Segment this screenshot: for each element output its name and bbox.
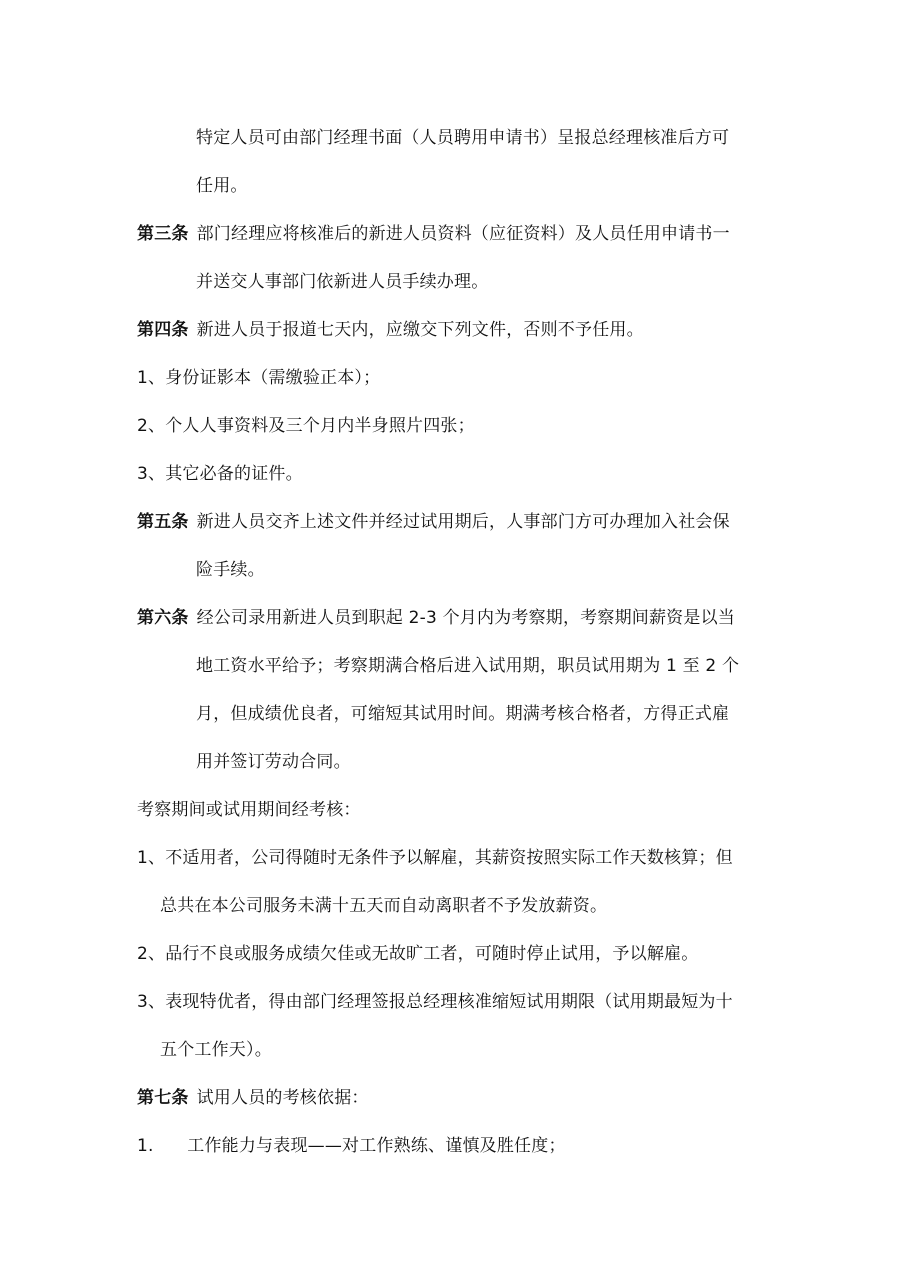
paragraph-line <box>137 798 361 822</box>
article-number: 第四条 <box>137 320 189 340</box>
line-text: 新进人员于报道七天内，应缴交下列文件，否则不予任用。 <box>196 320 644 340</box>
list-item <box>137 366 380 390</box>
paragraph-line <box>196 126 729 150</box>
article-4-line <box>137 318 644 342</box>
paragraph-line <box>196 270 488 294</box>
list-item <box>137 1134 566 1158</box>
paragraph-line <box>196 702 729 726</box>
article-6-line <box>137 606 735 630</box>
article-3-line <box>137 222 730 246</box>
line-text: 地工资水平给予；考察期满合格后进入试用期，职员试用期为 1 至 2 个 <box>196 656 740 676</box>
paragraph-line <box>196 174 248 198</box>
line-text: 1. 工作能力与表现——对工作熟练、谨慎及胜任度； <box>137 1136 566 1156</box>
line-text: 月，但成绩优良者，可缩短其试用时间。期满考核合格者，方得正式雇 <box>196 704 730 724</box>
article-number: 第六条 <box>137 608 189 628</box>
line-text: 经公司录用新进人员到职起 2-3 个月内为考察期，考察期间薪资是以当 <box>196 608 735 628</box>
line-text: 并送交人事部门依新进人员手续办理。 <box>196 272 489 292</box>
article-7-line <box>137 1086 369 1110</box>
article-number: 第五条 <box>137 512 189 532</box>
article-number: 第七条 <box>137 1088 189 1108</box>
list-item <box>137 846 733 870</box>
line-text: 五个工作天）。 <box>160 1040 272 1060</box>
line-text: 任用。 <box>196 176 248 196</box>
line-text: 2、个人人事资料及三个月内半身照片四张； <box>137 416 475 436</box>
line-text: 3、其它必备的证件。 <box>137 464 303 484</box>
list-item <box>137 942 698 966</box>
line-text: 试用人员的考核依据： <box>196 1088 369 1108</box>
line-text: 特定人员可由部门经理书面（人员聘用申请书）呈报总经理核准后方可 <box>196 128 730 148</box>
paragraph-line <box>196 654 739 678</box>
list-item <box>137 462 303 486</box>
line-text: 总共在本公司服务未满十五天而自动离职者不予发放薪资。 <box>160 896 608 916</box>
list-item <box>137 990 733 1014</box>
line-text: 考察期间或试用期间经考核： <box>137 800 361 820</box>
list-item-continuation <box>160 894 607 918</box>
line-text: 1、不适用者，公司得随时无条件予以解雇，其薪资按照实际工作天数核算；但 <box>137 848 733 868</box>
line-text: 用并签订劳动合同。 <box>196 752 351 772</box>
list-item-continuation <box>160 1038 272 1062</box>
article-number: 第三条 <box>137 224 189 244</box>
article-5-line <box>137 510 730 534</box>
paragraph-line <box>196 750 351 774</box>
line-text: 部门经理应将核准后的新进人员资料（应征资料）及人员任用申请书一 <box>196 224 730 244</box>
line-text: 险手续。 <box>196 560 265 580</box>
line-text: 新进人员交齐上述文件并经过试用期后，人事部门方可办理加入社会保 <box>196 512 730 532</box>
line-text: 2、品行不良或服务成绩欠佳或无故旷工者，可随时停止试用，予以解雇。 <box>137 944 699 964</box>
line-text: 1、身份证影本（需缴验正本）； <box>137 368 381 388</box>
paragraph-line <box>196 558 265 582</box>
list-item <box>137 414 475 438</box>
line-text: 3、表现特优者，得由部门经理签报总经理核准缩短试用期限（试用期最短为十 <box>137 992 733 1012</box>
